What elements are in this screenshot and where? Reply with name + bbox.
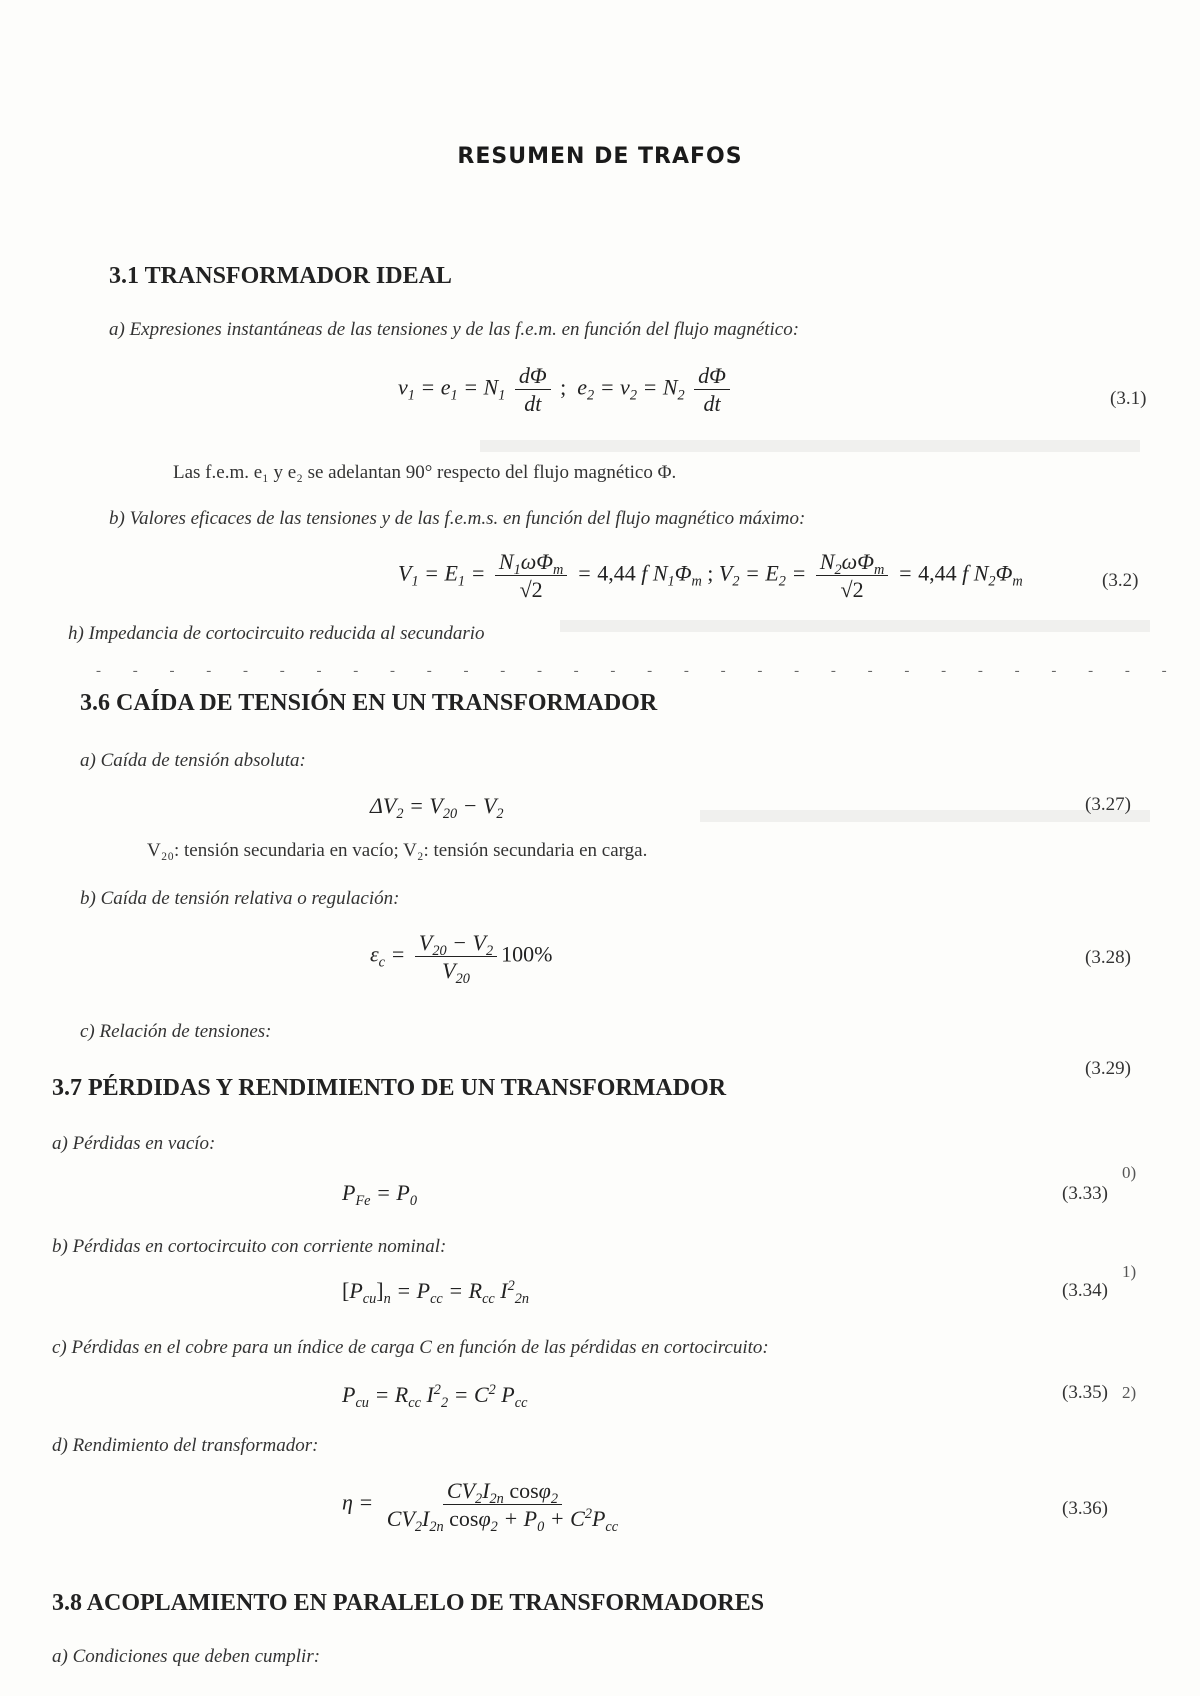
item-3-7-b: b) Pérdidas en cortocircuito con corriente nominal: [52,1236,447,1257]
section-3-8-heading: 3.8 ACOPLAMIENTO EN PARALELO DE TRANSFORMADORES [52,1590,765,1616]
equation-number-3-28: (3.28) [1085,947,1131,968]
item-3-6-b: b) Caída de tensión relativa o regulación: [80,888,400,909]
section-3-1-heading: 3.1 TRANSFORMADOR IDEAL [109,263,452,289]
equation-number-3-36: (3.36) [1062,1498,1108,1519]
equation-3-35: $P_{cu} = R_{cc}$ $I^2_2 = C^2$ $P_{cc}$ [342,1382,528,1411]
equation-number-3-27: (3.27) [1085,794,1131,815]
section-3-7-heading: 3.7 PÉRDIDAS Y RENDIMIENTO DE UN TRANSFORMADOR [52,1075,727,1101]
cut-off-line: - - - - - - - - - - - - - - - - - - - - - - - - - - - - - - [96,663,1181,679]
equation-number-3-2: (3.2) [1102,570,1139,591]
note-fem-phase: Las f.e.m. e₁ y e₂ se adelantan 90° respecto del flujo magnético Φ. [173,462,677,483]
equation-number-3-33: (3.33) [1062,1183,1108,1204]
item-3-6-a: a) Caída de tensión absoluta: [80,750,306,771]
equation-fragment-0: 0) [1122,1163,1137,1182]
item-3-1-h: h) Impedancia de cortocircuito reducida al secundario [68,623,485,644]
item-3-7-c: c) Pérdidas en el cobre para un índice de carga C en función de las pérdidas en cortocircuito: [52,1337,769,1358]
item-3-7-d: d) Rendimiento del transformador: [52,1435,319,1456]
equation-3-34: $[P_{cu}]_n = P_{cc} = R_{cc}$ $I^2_{2n}$ [342,1278,530,1307]
equation-fragment-1: 1) [1122,1262,1137,1281]
equation-3-1: $v_1 = e_1 = N_1$ $\frac{d\Phi}{dt}$ ; $e_2 = v_2 = N_2$ $\frac{d\Phi}{dt}$ [398,364,734,415]
item-3-1-a: a) Expresiones instantáneas de las tensiones y de las f.e.m. en función del flujo magnético: [109,319,800,340]
equation-number-3-35: (3.35) [1062,1382,1108,1403]
equation-3-36: η = $\frac{CV_2I_{2n} \cos\varphi_2}{CV_2I_{2n} \cos\varphi_2 + P_0 + C^2P_{cc}}$ [342,1478,619,1536]
equation-number-3-34: (3.34) [1062,1280,1108,1301]
equation-3-2: $V_1 = E_1$ = $\frac{N_1\omega\Phi_m}{√2}$ = 4,44 f $N_1\Phi_m$ ; $V_2 = E_2$ = $\frac{N_2\omega\Phi_m}{√2}$ = 4,44 f $N_2\Phi_m$ [398,549,1023,603]
equation-number-3-29: (3.29) [1085,1058,1131,1079]
equation-3-33: $P_{Fe} = P_0$ [342,1180,417,1209]
item-3-8-a: a) Condiciones que deben cumplir: [52,1646,321,1667]
equation-3-28: $\varepsilon_c$ = $\frac{V_{20} - V_2}{V_{20}}$ 100% [370,930,553,988]
equation-fragment-2: 2) [1122,1383,1137,1402]
item-3-1-b: b) Valores eficaces de las tensiones y de las f.e.m.s. en función del flujo magnético máximo: [109,508,806,529]
document-title: RESUMEN DE TRAFOS [457,144,743,169]
section-3-6-heading: 3.6 CAÍDA DE TENSIÓN EN UN TRANSFORMADOR [80,690,658,716]
item-3-6-c: c) Relación de tensiones: [80,1021,272,1042]
equation-number-3-1: (3.1) [1110,388,1147,409]
note-v20-v2: V₂₀: tensión secundaria en vacío; V₂: tensión secundaria en carga. [147,840,648,861]
equation-3-27: $\Delta V_2 = V_{20} - V_2$ [370,793,504,822]
item-3-7-a: a) Pérdidas en vacío: [52,1133,216,1154]
